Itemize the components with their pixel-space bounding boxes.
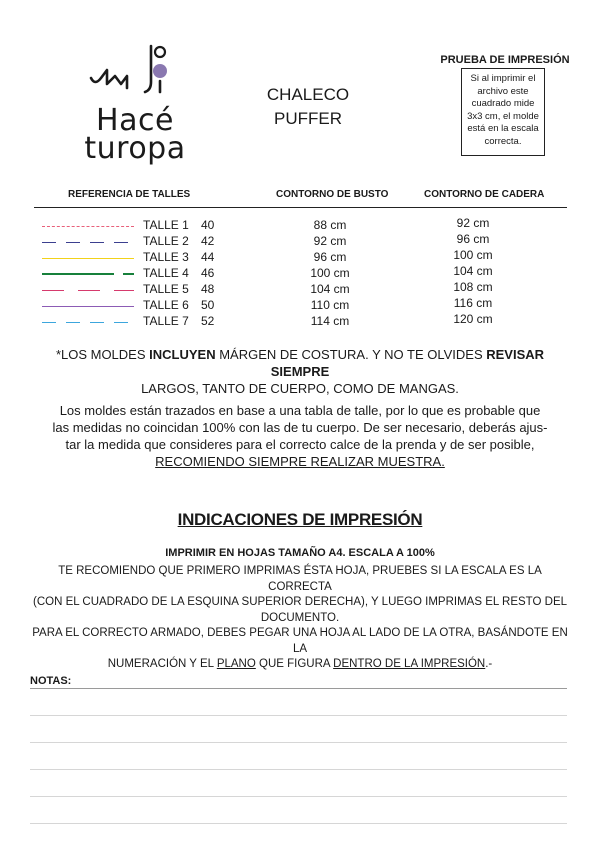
size-label: TALLE 2 — [143, 234, 189, 248]
paragraph-line: Los moldes están trazados en base a una tabla de talle, por lo que es probable que — [59, 403, 541, 418]
size-number: 42 — [201, 234, 215, 248]
size-number: 44 — [201, 250, 215, 264]
size-line-swatch — [42, 226, 134, 227]
bust-value: 88 cm — [313, 218, 347, 232]
indications-line: TE RECOMIENDO QUE PRIMERO IMPRIMAS ÉSTA HOJA, PRUEBES SI LA ESCALA ES LA CORRECTA — [58, 565, 542, 593]
print-test-box — [461, 68, 545, 156]
bust-value: 92 cm — [313, 234, 347, 248]
hip-value: 100 cm — [453, 248, 493, 262]
note-text: LARGOS, TANTO DE CUERPO, COMO DE MANGAS. — [141, 381, 459, 396]
print-test-line: Si al imprimir el — [470, 73, 536, 84]
note-bold: REVISAR SIEMPRE — [270, 347, 545, 379]
paragraph-line: tar la medida que consideres para el correcto calce de la prenda y de ser posible, — [65, 437, 535, 452]
bust-value: 110 cm — [310, 298, 350, 312]
bust-value: 104 cm — [310, 282, 350, 296]
bust-value: 96 cm — [313, 250, 347, 264]
notes-line — [30, 823, 567, 824]
hip-value: 104 cm — [453, 264, 493, 278]
indications-underlined: DENTRO DE LA IMPRESIÓN — [333, 658, 486, 670]
paragraph-recommendation: RECOMIENDO SIEMPRE REALIZAR MUESTRA. — [155, 454, 445, 469]
product-title-line2: PUFFER — [274, 109, 342, 128]
print-test-line: correcta. — [484, 135, 522, 147]
logo-mark-icon — [83, 40, 183, 110]
size-line-swatch — [42, 242, 134, 243]
table-header-rule — [34, 207, 567, 208]
paragraph-line: las medidas no coincidan 100% con las de tu cuerpo. De ser necesario, deberás ajus- — [52, 420, 548, 435]
note-bold: INCLUYEN — [149, 347, 216, 362]
bust-value: 100 cm — [310, 266, 350, 280]
print-test-title: PRUEBA DE IMPRESIÓN — [440, 54, 570, 66]
indications-title: INDICACIONES DE IMPRESIÓN — [177, 510, 423, 529]
note-text: MÁRGEN DE COSTURA. Y NO TE OLVIDES — [215, 347, 487, 362]
brand-name-line1: Hacé — [96, 103, 174, 138]
indications-line: (CON EL CUADRADO DE LA ESQUINA SUPERIOR DERECHA), Y LUEGO IMPRIMAS EL RESTO DEL — [32, 596, 568, 608]
notes-line — [30, 715, 567, 716]
size-number: 46 — [201, 266, 215, 280]
size-label: TALLE 6 — [143, 298, 189, 312]
header-bust: CONTORNO DE BUSTO — [276, 189, 389, 200]
notes-line — [30, 769, 567, 770]
size-number: 52 — [201, 314, 215, 328]
print-test-line: archivo este — [477, 85, 529, 97]
size-label: TALLE 1 — [143, 218, 189, 232]
bust-value: 114 cm — [310, 314, 350, 328]
size-label: TALLE 4 — [143, 266, 189, 280]
size-line-swatch — [42, 322, 134, 323]
notes-line — [30, 742, 567, 743]
size-label: TALLE 7 — [143, 314, 189, 328]
hip-value: 96 cm — [456, 232, 490, 246]
notes-label: NOTAS: — [30, 675, 72, 687]
indications-subtitle: IMPRIMIR EN HOJAS TAMAÑO A4. ESCALA A 100% — [165, 547, 435, 559]
hip-value: 108 cm — [453, 280, 493, 294]
size-label: TALLE 5 — [143, 282, 189, 296]
hip-value: 92 cm — [456, 216, 490, 230]
size-line-swatch — [42, 258, 134, 259]
indications-line: DOCUMENTO. — [260, 611, 340, 624]
brand-name-line2: turopa — [84, 131, 186, 166]
print-test-line: está en la escala — [467, 123, 539, 134]
print-test-line: 3x3 cm, el molde — [467, 110, 539, 122]
size-number: 40 — [201, 218, 215, 232]
size-line-swatch — [42, 306, 134, 307]
hip-value: 116 cm — [453, 296, 493, 310]
indications-underlined: PLANO — [216, 658, 256, 670]
size-label: TALLE 3 — [143, 250, 189, 264]
indications-body — [30, 564, 570, 673]
size-line-swatch — [42, 290, 134, 291]
size-row — [38, 314, 558, 330]
size-line-swatch — [42, 273, 134, 275]
note-text: *LOS MOLDES — [55, 347, 150, 362]
indications-text: QUE FIGURA — [255, 658, 334, 670]
indications-text: NUMERACIÓN Y EL — [107, 658, 217, 670]
fit-paragraph — [30, 402, 570, 470]
header-hip: CONTORNO DE CADERA — [424, 189, 545, 200]
notes-line — [30, 688, 567, 689]
notes-line — [30, 796, 567, 797]
size-number: 50 — [201, 298, 215, 312]
size-number: 48 — [201, 282, 215, 296]
product-title-line1: CHALECO — [266, 85, 350, 104]
print-test-line: cuadrado mide — [471, 98, 535, 109]
indications-text: .- — [485, 658, 493, 670]
indications-line: PARA EL CORRECTO ARMADO, DEBES PEGAR UNA HOJA AL LADO DE LA OTRA, BASÁNDOTE EN LA — [32, 627, 568, 655]
seam-allowance-note — [30, 346, 570, 397]
brand-logo — [75, 40, 195, 165]
hip-value: 120 cm — [453, 312, 493, 326]
header-size-reference: REFERENCIA DE TALLES — [68, 189, 191, 200]
